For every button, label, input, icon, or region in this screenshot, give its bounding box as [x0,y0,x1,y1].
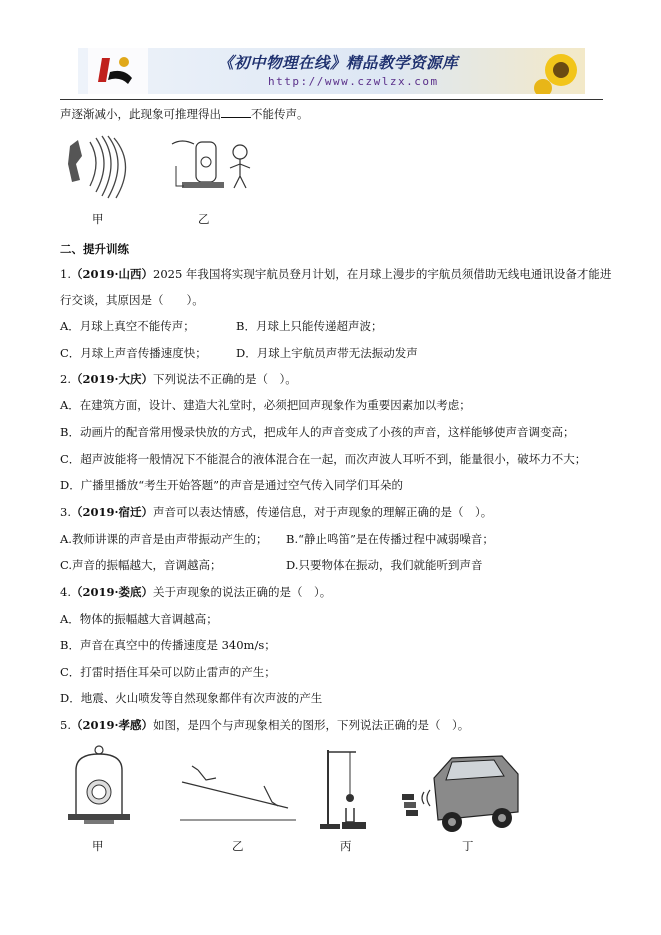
q3-option-a: A.教师讲课的声音是由声带振动产生的； [60,532,268,546]
q2-option-c: C．超声波能将一般情况下不能混合的液体混合在一起，而次声波人耳听不到，能量很小，破坏力不大； [60,452,587,466]
q2-stem: 2.（2019·大庆）下列说法不正确的是（ ）。 [60,372,297,386]
header-title: 《初中物理在线》精品教学资源库 [218,53,459,72]
header-banner [78,48,585,94]
intro-line: 声逐渐减小，此现象可推理得出 不能传声。 [60,107,309,121]
figure1-caption-yi: 乙 [198,212,210,226]
figure-jia-sound-waves [62,134,142,204]
figure-yi-bell-jar [168,136,268,196]
figure-jia-bell-jar-clock [64,744,134,828]
figure2-caption-yi: 乙 [232,839,244,853]
q4-stem: 4.（2019·娄底）关于声现象的说法正确的是（ ）。 [60,585,332,599]
q3-option-c: C.声音的振幅越大，音调越高； [60,558,222,572]
q3-stem: 3.（2019·宿迁）声音可以表达情感，传递信息，对于声现象的理解正确的是（ ）。 [60,505,493,519]
q1-stem-cont: 行交谈，其原因是（ ）。 [60,293,204,307]
q2-option-d: D．广播里播放“考生开始答题”的声音是通过空气传入同学们耳朵的 [60,478,403,492]
figure-yi-ruler-table [178,762,298,832]
figure1-caption-jia: 甲 [92,212,104,226]
q3-option-b: B.“静止鸣笛”是在传播过程中减弱噪音； [286,532,494,546]
header-rule [60,99,603,100]
q4-option-b: B．声音在真空中的传播速度是 340m/s； [60,638,276,652]
figure2-caption-jia: 甲 [92,839,104,853]
section-title: 二、提升训练 [60,242,129,256]
q1-option-c: C．月球上声音传播速度快； [60,346,207,360]
q2-option-a: A．在建筑方面，设计、建造大礼堂时，必须把回声现象作为重要因素加以考虑； [60,398,471,412]
q1-option-d: D．月球上宇航员声带无法振动发声 [236,346,418,360]
q2-option-b: B．动画片的配音常用慢录快放的方式，把成年人的声音变成了小孩的声音，这样能够使声音调变高； [60,425,575,439]
sunflower-icon [535,48,585,94]
q5-stem: 5.（2019·孝感）如图，是四个与声现象相关的图形，下列说法正确的是（ ）。 [60,718,470,732]
q4-option-c: C．打雷时捂住耳朵可以防止雷声的产生； [60,665,276,679]
logo-icon [88,48,148,94]
figure-bing-tuning-fork [316,744,376,832]
figure2-caption-ding: 丁 [462,839,474,853]
figure2-caption-bing: 丙 [340,839,352,853]
q1-option-a: A．月球上真空不能传声； [60,319,195,333]
q3-option-d: D.只要物体在振动，我们就能听到声音 [286,558,483,572]
figure-ding-car-radar [398,748,522,832]
q1-stem: 1.（2019·山西）2025 年我国将实现宇航员登月计划，在月球上漫步的宇航员须借助无线电通讯设备才能进 [60,267,612,281]
answer-blank [221,107,251,118]
q1-option-b: B．月球上只能传递超声波； [236,319,383,333]
q4-option-d: D．地震、火山喷发等自然现象都伴有次声波的产生 [60,691,323,705]
q4-option-a: A．物体的振幅越大音调越高； [60,612,218,626]
header-url[interactable]: http://www.czwlzx.com [268,75,439,88]
